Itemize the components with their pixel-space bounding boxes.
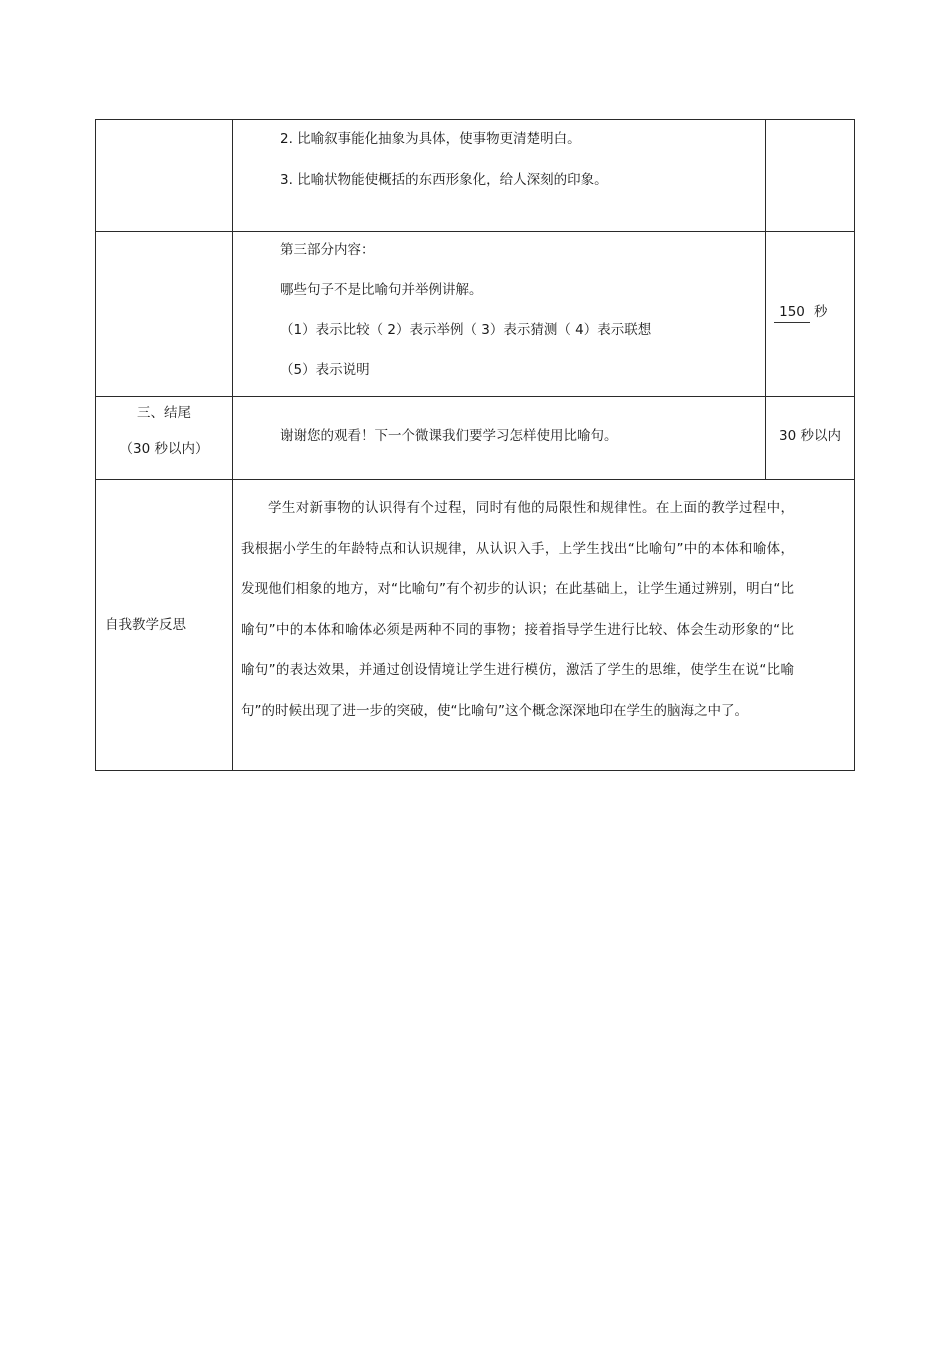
label-cell — [96, 397, 233, 480]
section-duration: （30 秒以内） — [119, 441, 209, 457]
reflection-paragraph: 学生对新事物的认识得有个过程，同时有他的局限性和规律性。在上面的教学过程中，我根据小学生的年龄特点和认识规律，从认识入手，上学生找出“比喻句”中的本体和喻体，发现他们相象的地方，对“比喻句”有个初步的认识；在此基础上，让学生通过辨别，明白“比喻句”中的本体和喻体必须是两种不同的事物；接着指导学生进行比较、体会生动形象的“比喻句”的表达效果，并通过创设情境让学生进行模仿，激活了学生的思维，使学生在说“比喻句”的时候出现了进一步的突破，使“比喻句”这个概念深深地印在学生的脑海之中了。 — [241, 500, 794, 719]
content-cell — [233, 232, 766, 397]
content-line: 3. 比喻状物能使概括的东西形象化，给人深刻的印象。 — [280, 172, 608, 188]
table-row — [96, 480, 855, 771]
reflection-cell — [233, 480, 855, 771]
table-row — [96, 397, 855, 480]
label-cell — [96, 480, 233, 771]
section-label: 三、结尾 — [137, 405, 191, 421]
table-row — [96, 120, 855, 232]
content-line: 哪些句子不是比喻句并举例讲解。 — [280, 282, 483, 298]
label-cell-empty — [96, 120, 233, 232]
section-label: 自我教学反思 — [105, 617, 186, 633]
time-cell — [766, 232, 855, 397]
content-line: （5）表示说明 — [280, 362, 370, 378]
lesson-plan-table — [95, 119, 855, 771]
content-line: 谢谢您的观看！下一个微课我们要学习怎样使用比喻句。 — [280, 428, 618, 444]
time-cell-empty — [766, 120, 855, 232]
content-cell — [233, 397, 766, 480]
time-unit: 秒 — [814, 304, 828, 320]
label-cell-empty — [96, 232, 233, 397]
content-line: （1）表示比较（ 2）表示举例（ 3）表示猜测（ 4）表示联想 — [280, 322, 652, 338]
table-row — [96, 232, 855, 397]
time-text: 30 秒以内 — [779, 428, 841, 444]
time-fill-blank — [774, 302, 828, 323]
content-line: 2. 比喻叙事能化抽象为具体，使事物更清楚明白。 — [280, 131, 581, 147]
time-value: 150 — [774, 302, 810, 323]
content-line: 第三部分内容： — [280, 242, 375, 258]
content-cell — [233, 120, 766, 232]
time-cell — [766, 397, 855, 480]
